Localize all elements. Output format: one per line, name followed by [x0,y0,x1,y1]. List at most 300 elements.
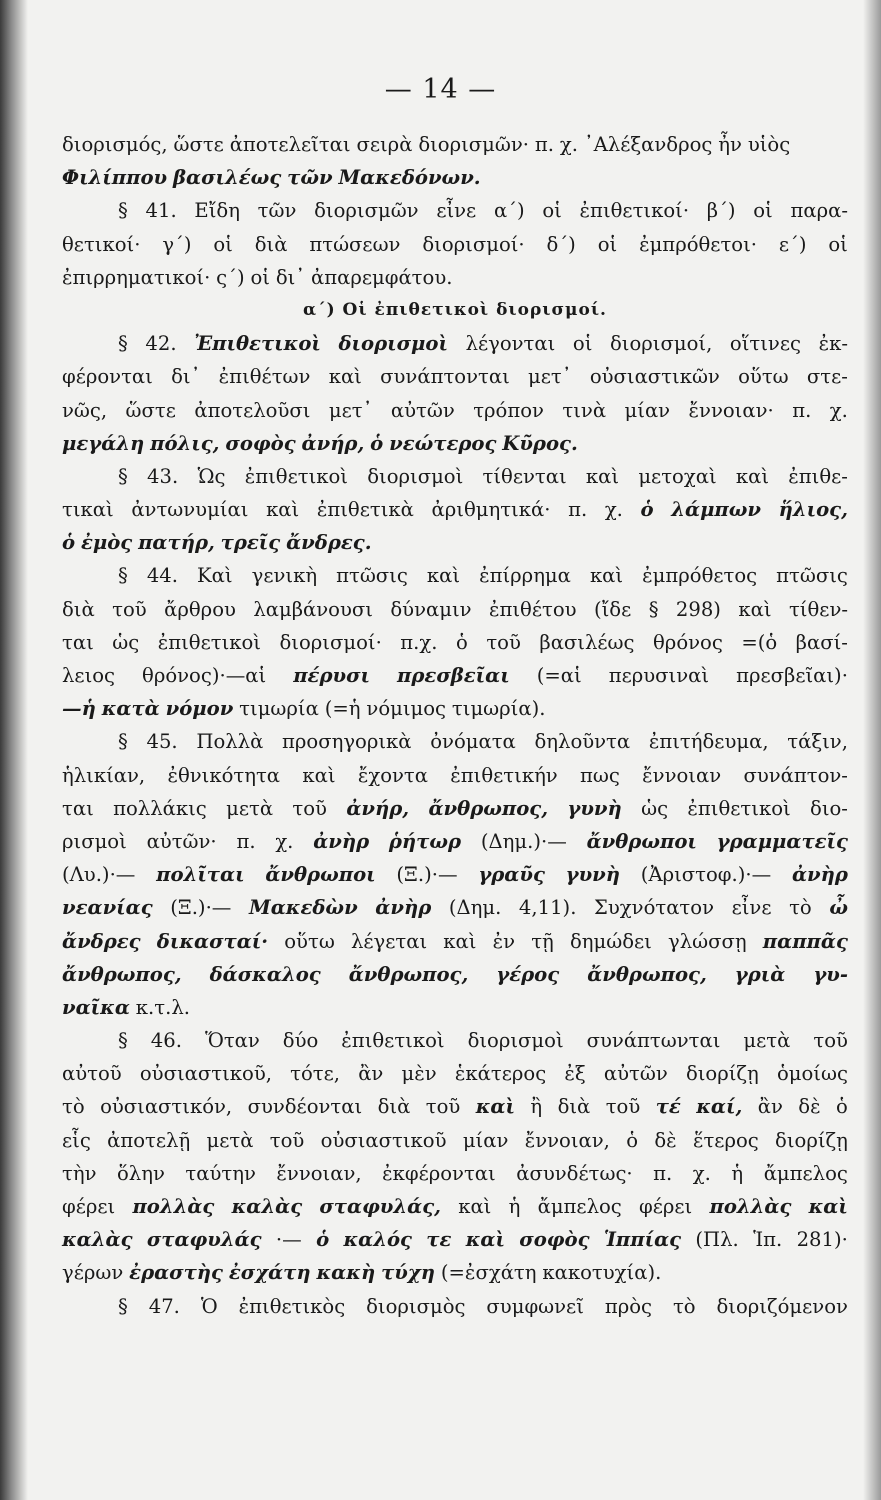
word: χ. [829,398,848,422]
word: καὶ [458,1195,492,1218]
word: ἄνδρες [62,929,141,953]
word: διοριζόμενον [716,1294,848,1318]
text-line [62,194,848,227]
word: ἄνθρωποι [586,829,697,853]
word: ἡ [731,1161,744,1185]
word: ἐραστὴς [129,1261,223,1285]
word: γυ- [813,962,848,986]
word: διορισμὸς [366,1294,466,1318]
text-line [62,858,848,891]
word: ς΄) [216,265,245,289]
word: διορισμοὶ [367,464,464,488]
text-line [62,228,848,261]
word: λάμπων [671,498,762,522]
word: βασί- [795,630,848,654]
word: Κῦρος. [502,431,578,455]
text-line [62,1256,848,1289]
text-line [62,161,848,194]
text-line [62,360,848,393]
word: ὁ [626,1128,638,1152]
word: Ἱππίας [603,1228,682,1252]
word: δύναμιν [390,597,472,621]
word: ἔννοιαν, [276,1161,362,1185]
word: ἄμπελος [537,1195,622,1218]
text-line [62,1290,848,1323]
word: οἵτινες [729,332,801,356]
word: οὐσιαστικοῦ, [139,1062,272,1086]
word: καλὰς [231,1195,303,1218]
text-line [62,526,848,559]
word: τιμωρία). [451,697,546,721]
word: συμφωνεῖ [486,1294,584,1318]
word: οἱ [213,232,233,256]
word: καὶ [465,1228,505,1252]
word: § [118,564,128,588]
word: σειρὰ [356,133,413,156]
word: αὐτῶν [603,1062,668,1086]
word: (ἴδε [593,597,632,621]
word: οὕτω [738,365,789,389]
word: συνδέονται [247,1095,363,1119]
word: πολῖται [156,863,245,887]
word: τύχη [381,1261,435,1285]
word: ἐκ- [818,332,848,356]
text-line [62,394,848,427]
word: ἐπίρρημα [479,564,571,588]
word: λέγονται [465,332,556,356]
word: τὸ [672,1294,696,1318]
word: στε- [806,365,848,389]
word: βασιλέως [173,166,282,190]
word: ἐπιθετικοὶ [157,630,261,654]
word: καὶ [426,564,461,588]
word: πέρυσι [293,664,371,687]
word: τρεῖς [220,531,281,555]
word: κ.τ.λ. [135,995,190,1019]
word: γενικὴ [251,564,318,588]
word: θρόνος)·—αἱ [142,664,267,687]
word: μετὰ [743,1029,791,1053]
word: πρεσβεῖαι [397,664,510,687]
word: ἄνθρωπος, [62,962,182,986]
word: δι᾿ [275,265,306,289]
word: μετ᾿ [328,398,373,422]
word: διορισμοὶ [338,332,448,356]
word: ἐσχάτη [228,1261,311,1285]
word: ἄνδρες. [286,531,372,555]
word: τινὰ [562,398,607,422]
word: ἐπιθετικοί· [579,199,690,223]
word: π. [236,829,256,853]
word: τοῦ [813,1029,848,1053]
text-line [62,427,848,460]
word: ·— [275,1228,302,1252]
word: ἐπιθετικοὶ [244,464,348,488]
word: —ἡ [62,697,96,721]
word: ἐπιθετικοὶ [687,796,791,820]
text-line [62,261,848,294]
text-line [62,1124,848,1157]
word: τε [426,1228,452,1252]
word: τοῦ [292,796,327,820]
word: τὸ [62,1095,85,1119]
word: ὁ [836,1095,848,1119]
word: Καὶ [197,564,233,588]
word: κατὰ [101,697,160,721]
word: ὡς [641,796,669,820]
word: λειος [62,664,116,687]
word: ἢ [530,1095,543,1119]
text-line [62,792,848,825]
word: τοῦ [605,1095,641,1119]
word: τὸ [789,896,812,920]
word: 45. [146,730,178,754]
word: τίθενται [482,464,567,488]
word: ἀνὴρ [313,829,370,853]
word: τάξιν, [787,730,848,754]
word: (Δημ. [448,896,502,920]
section-heading [62,294,848,327]
word: πόλις, [150,431,220,455]
word: ὦ [829,896,848,920]
word: καὶ [808,1195,848,1218]
word: 4,11). [518,896,577,920]
word: δι᾿ [171,365,201,389]
word: ἐπιρρηματικοί· [62,265,211,289]
heading-text: α΄) Οἱ ἐπιθετικοὶ διορισμοί. [303,299,607,320]
word: § [118,1294,128,1318]
word: πολλὰς [132,1195,215,1218]
word: καὶ [266,498,300,522]
text-line [62,493,848,526]
word: παππᾶς [762,929,848,953]
text-line [62,925,848,958]
text-line [62,958,848,991]
word: καὶ [302,763,336,787]
word: συνάπτωνται [586,1029,721,1053]
text-line [62,1157,848,1190]
word: νῶς, [62,398,108,422]
word: διορισμοί, [610,332,713,356]
word: ἐπιθετικοὶ [341,1029,445,1053]
text-line [62,559,848,592]
text-line [62,825,848,858]
word: τέ [655,1095,681,1119]
word: ἔννοιαν [642,763,722,787]
word: αὐτῶν· [146,829,217,853]
word: τιμωρία [239,697,319,721]
word: 47. [148,1294,180,1318]
word: ἐπιθε- [788,464,848,488]
word: πτῶσις [776,564,848,588]
word: τικαὶ [62,498,114,522]
word: μετ᾿ [528,365,572,389]
word: ἀνήρ, [301,431,365,455]
word: πτώσεων [309,232,401,256]
word: λέγεται [350,929,428,953]
word: ἐπιθετικὸς [238,1294,346,1318]
word: διορίζῃ [685,1062,759,1086]
word: διο- [810,796,848,820]
word: περυσιναὶ [608,664,710,687]
word: 42. [145,332,177,356]
word: βασιλέως [539,630,635,654]
word: ἡ [508,1195,521,1218]
word: οὐσιαστικοῦ [320,1128,447,1152]
word: παρα- [790,199,848,223]
word: πτῶσις [336,564,408,588]
word: χ. [604,498,623,522]
word: νεώτερος [389,431,497,455]
word: γλώσσῃ [668,929,747,953]
word: οἱ [542,199,562,223]
word: χ. [692,1161,711,1185]
word: ἐπιθέτων [218,365,311,389]
word: μετοχαὶ [638,464,717,488]
text-line [62,991,848,1024]
word: καλός [343,1228,412,1252]
word: ἐν [492,929,516,953]
word: Εἴδη [194,199,240,223]
word: οἱ [828,232,848,256]
word: δημώδει [569,929,652,953]
word: καὶ [585,464,620,488]
word: τῶν [287,166,333,190]
text-line [62,725,848,758]
word: ἀνὴρ [791,863,848,887]
word: καὶ [443,929,477,953]
word: καὶ [328,365,362,389]
word: ὁ [316,1228,330,1252]
word: Μακεδόνων. [338,166,481,190]
word: μετὰ [206,1128,254,1152]
word: υἱὸς [747,133,791,156]
word: ὥστε [125,398,176,422]
word: φέρονται [62,365,153,389]
text-line [62,1057,848,1090]
word: σοφὸς [519,1228,590,1252]
word: (=αἱ [536,664,582,687]
word: κακοτυχία). [542,1261,662,1285]
word: γέρος [496,962,560,986]
word: (Ξ.)·— [396,863,458,887]
word: γέρων [62,1261,124,1285]
word: καλὰς [62,1228,133,1252]
word: διὰ [254,232,288,256]
word: ἄνθρωπος, [348,962,469,986]
word: ἄνθρωπος, [587,962,707,986]
word: ναῖκα [62,995,130,1019]
word: ὀνόματα [430,730,516,754]
word: πατήρ, [138,531,215,555]
word: σοφὸς [225,431,296,455]
word: ἐπιθετικὰ [316,498,414,522]
word: μίαν [624,398,671,422]
word: 281)· [796,1228,848,1252]
word: δηλοῦντα [534,730,631,754]
text-line [62,128,848,161]
text-line [62,1190,848,1223]
word: 43. [147,464,179,488]
word: γυνὴ [565,863,621,887]
word: ἀριθμητικά· [431,498,551,522]
word: ῥήτωρ [388,829,462,853]
text-line [62,1223,848,1256]
word: ἀνήρ, [346,796,410,820]
word: τίθεν- [788,597,848,621]
word: μετὰ [226,796,274,820]
word: ἀπαρεμφάτου. [310,265,453,289]
word: Ἐπιθετικοὶ [194,332,321,356]
word: Πολλὰ [196,730,264,754]
word: ἡλικίαν, [62,763,146,787]
word: σταφυλάς [146,1228,262,1252]
word: δύο [282,1029,319,1053]
word: τῇ [531,929,554,953]
word: β΄) [706,199,736,223]
word: ἄνθρωπος, [428,796,549,820]
word: οὐσιαστικόν, [100,1095,233,1119]
word: π. [534,133,554,156]
word: ται [62,630,94,654]
body-text [62,128,848,1323]
word: θετικοί· [62,232,141,256]
word: γ΄) [162,232,192,256]
word: δὲ [798,1095,821,1119]
word: (=ἐσχάτη [440,1261,537,1285]
word: ἐμπρόθετος [642,564,758,588]
word: πολλάκις [113,796,207,820]
word: δ΄) [546,232,576,256]
text-line [62,460,848,493]
word: ὥστε [173,133,224,156]
text-line [62,891,848,924]
word: ἔννοιαν, [524,1128,610,1152]
word: (Ἀριστοφ.)·— [640,863,772,887]
word: ἄμπελος [763,1161,848,1185]
word: ἀποτελεῖται [229,133,351,156]
word: =(ὁ [741,630,778,654]
word: ἀσυνδέτως· [516,1161,633,1185]
word: τρόπον [473,398,544,422]
text-line [62,1024,848,1057]
word: χ. [559,133,578,156]
word: ὁμοίως [776,1062,848,1086]
word: φέρει [639,1195,693,1218]
word: διορισμοί· [279,630,382,654]
word: ἥλιος, [778,498,848,522]
text-line [62,593,848,626]
word: καὶ [475,1095,515,1119]
word: (Δημ.)·— [480,829,567,853]
word: ἐπιθετικήν [450,763,558,787]
word: (Λυ.)·— [62,863,136,887]
word: αὐτῶν [390,398,455,422]
word: διορισμός, [62,133,168,156]
text-line [62,626,848,659]
word: (Ξ.)·— [170,896,232,920]
word: 44. [146,564,178,588]
word: ἐμπρόθετοι· [639,232,757,256]
word: ἐπιτήδευμα, [648,730,769,754]
word: εἷς [62,1128,91,1152]
word: τότε, [290,1062,341,1086]
word: τοῦ [486,630,521,654]
word: Ὡς [197,464,226,488]
word: δικασταί· [156,929,269,953]
word: ται [62,796,94,820]
word: ὁ [640,498,654,522]
word: εἶνε [436,199,477,223]
word: ἀντωνυμίαι [131,498,249,522]
word: π. [792,398,812,422]
word: ἔχοντα [357,763,428,787]
text-line [62,659,848,692]
word: ὡς [112,630,140,654]
word: α΄) [493,199,525,223]
word: νεανίας [62,896,153,920]
word: μεγάλη [62,431,145,455]
word: π. [653,1161,673,1185]
word: καὶ [738,597,772,621]
word: μίαν [462,1128,509,1152]
word: νόμον [165,697,234,721]
word: π.χ. [400,630,438,654]
word: § [118,464,128,488]
word: γραμματεῖς [716,829,848,853]
word: ἐξ [564,1062,586,1086]
word: ἐμὸς [80,531,133,555]
word: § [118,730,128,754]
word: αὐτοῦ [62,1062,122,1086]
word: 298) [675,597,721,621]
word: οὐσιαστικῶν [589,365,720,389]
word: τὴν [62,1161,97,1185]
text-line [62,759,848,792]
word: πως [580,763,620,787]
word: ἂν [358,1062,384,1086]
word: ἐπιθέτου [488,597,577,621]
word: εἶνε [731,896,772,920]
word: διορισμοί· [422,232,525,256]
word: Μακεδὼν [249,896,358,920]
word: διὰ [557,1095,591,1119]
word: οὕτω [284,929,335,953]
word: μὲν [401,1062,437,1086]
word: ἀποτελοῦσι [194,398,311,422]
word: Ὅταν [204,1029,260,1053]
word: § [118,332,128,356]
word: γριὰ [734,962,786,986]
word: γραῦς [478,863,545,887]
word: π. [568,498,588,522]
word: καὶ [589,564,624,588]
word: 41. [145,199,177,223]
word: οἱ [597,232,618,256]
word: ὁ [62,531,76,555]
word: ἀποτελῇ [107,1128,191,1152]
word: πρὸς [604,1294,652,1318]
word: ἂν [757,1095,783,1119]
word: οἱ [572,332,593,356]
word: ἦν [718,133,742,156]
word: ὁ [370,431,384,455]
word: θρόνος [653,630,723,654]
word: ρισμοὶ [62,829,127,853]
word: χ. [275,829,294,853]
word: Συχνότατον [594,896,714,920]
word: ταύτην [185,1161,256,1185]
